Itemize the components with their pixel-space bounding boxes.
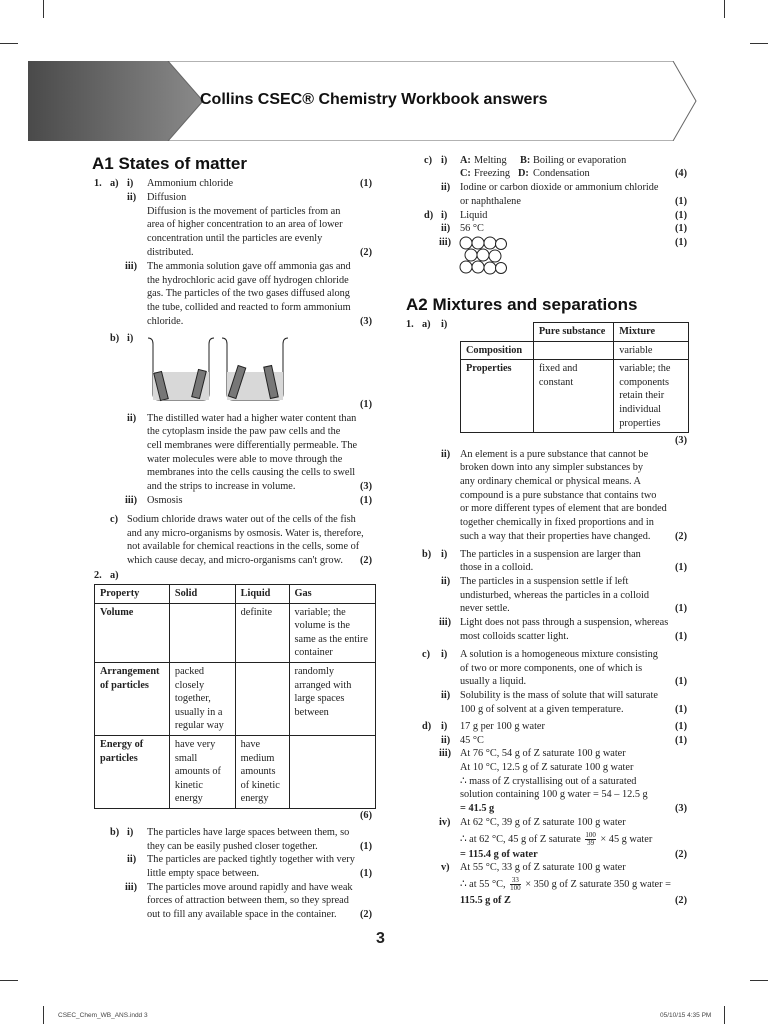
answer-text: = 115.4 g of water (460, 849, 538, 860)
answer-text: ∴ at 55 °C, (460, 879, 506, 890)
answer-text: The particles are packed tightly together with very (147, 854, 355, 865)
answer-text: the tube, collided and reacted to form ammonium (147, 302, 351, 313)
label: D: (518, 168, 529, 179)
footer-date: 05/10/15 4:35 PM (660, 1012, 712, 1019)
q-sub: v) (441, 862, 450, 873)
answer-text: the cytoplasm inside the paw paw cells and the (147, 426, 341, 437)
answer-text: which cause decay, and micro-organisms can't grow. (127, 555, 343, 566)
mark: (1) (675, 631, 688, 642)
mark: (1) (675, 196, 688, 207)
table-cell: Properties (461, 360, 534, 433)
fraction (585, 832, 596, 847)
table-cell: variable (614, 341, 689, 360)
mark: (3) (360, 481, 373, 492)
answer-text: not available for chemical reactions in the cells, some of (127, 541, 360, 552)
q-part: b) (110, 827, 120, 838)
q-num: 1. (406, 319, 414, 330)
q-sub: i) (441, 319, 448, 330)
q-sub: i) (441, 210, 448, 221)
mark: (1) (360, 178, 373, 189)
beakers-diagram (145, 336, 295, 402)
mark: (1) (675, 562, 688, 573)
table-header: Mixture (614, 323, 689, 342)
crop-mark (750, 43, 768, 44)
answer-text: 115.5 g of Z (460, 895, 511, 906)
table-header (461, 323, 534, 342)
q-sub: ii) (441, 735, 451, 746)
mark: (2) (675, 531, 688, 542)
liquid-particles-diagram (459, 236, 507, 280)
table-cell: variable; the volume is the same as the entire container (289, 603, 375, 662)
answer-text: forces of attraction between them, so they spread (147, 895, 349, 906)
q-sub: i) (127, 178, 134, 189)
answer-text: area of higher concentration to an area of lower (147, 219, 343, 230)
q-sub: ii) (127, 192, 137, 203)
answer-text: The ammonia solution gave off ammonia gas and (147, 261, 351, 272)
answer-text: Boiling or evaporation (533, 155, 627, 166)
answer-text: × 45 g water (600, 834, 653, 845)
table-cell (533, 341, 613, 360)
states-table (94, 584, 376, 809)
q-part: a) (422, 319, 431, 330)
answer-text: chloride. (147, 316, 184, 327)
q-sub: i) (441, 649, 448, 660)
table-header: Liquid (235, 585, 289, 604)
answer-text: Liquid (460, 210, 488, 221)
table-row (461, 341, 689, 360)
answer-text: compound is a pure substance that contains two (460, 490, 657, 501)
crop-mark (750, 980, 768, 981)
answer-text: or more different types of element that are bonded (460, 503, 667, 514)
fraction-denominator: 39 (587, 839, 595, 848)
mark: (1) (675, 721, 688, 732)
answer-text: distributed. (147, 247, 194, 258)
table-header-row (95, 585, 376, 604)
table-cell: Volume (95, 603, 170, 662)
q-part: d) (422, 721, 432, 732)
table-row (95, 735, 376, 808)
mark: (1) (675, 210, 688, 221)
answer-text: Diffusion (147, 192, 187, 203)
fraction-denominator: 100 (510, 884, 521, 893)
answer-text: broken down into any simpler substances by (460, 462, 644, 473)
answer-text: Iodine or carbon dioxide or ammonium chloride (460, 182, 659, 193)
mark: (4) (675, 168, 688, 179)
answer-text: gas. The particles of the two gases diffused along (147, 288, 350, 299)
table-cell: Composition (461, 341, 534, 360)
mark: (1) (675, 223, 688, 234)
answer-text: Freezing (474, 168, 511, 179)
answer-text: water molecules were able to move through the (147, 454, 343, 465)
table-header: Pure substance (533, 323, 613, 342)
answer-text: ∴ at 62 °C, 45 g of Z saturate (460, 834, 581, 845)
q-sub: iii) (439, 617, 452, 628)
mark: (2) (360, 555, 373, 566)
fraction-numerator: 100 (585, 831, 596, 840)
answer-text: the hydrochloric acid gave off hydrogen chloride (147, 275, 349, 286)
q-part: a) (110, 570, 119, 581)
table-header-row (461, 323, 689, 342)
answer-text: of two or more components, one of which is (460, 663, 643, 674)
mixtures-table (460, 322, 689, 433)
label: B: (520, 155, 531, 166)
crop-mark (43, 1006, 44, 1024)
mark: (1) (360, 399, 373, 410)
answer-text: The particles move around rapidly and have weak (147, 882, 353, 893)
answer-text: or naphthalene (460, 196, 521, 207)
q-part: c) (424, 155, 432, 166)
answer-text: they can be easily pushed closer together. (147, 841, 318, 852)
answer-text: any ordinary chemical or physical means. A (460, 476, 641, 487)
answer-text: concentration until the particles are evenly (147, 233, 323, 244)
answer-text: Condensation (533, 168, 590, 179)
q-sub: i) (441, 549, 448, 560)
table-cell: Energy of particles (95, 735, 170, 808)
mark: (1) (675, 676, 688, 687)
page-number: 3 (376, 930, 385, 947)
answer-text: The particles in a suspension are larger than (460, 549, 641, 560)
q-sub: i) (441, 155, 448, 166)
label: C: (460, 168, 471, 179)
q-sub: ii) (441, 690, 451, 701)
q-sub: ii) (441, 223, 451, 234)
mark: (3) (360, 316, 373, 327)
answer-text: together chemically in fixed proportions and in (460, 517, 654, 528)
crop-mark (724, 0, 725, 18)
table-header: Gas (289, 585, 375, 604)
table-cell: have medium amounts of kinetic energy (235, 735, 289, 808)
answer-text: usually a liquid. (460, 676, 527, 687)
answer-text (460, 875, 671, 895)
table-row (461, 360, 689, 433)
table-cell: packed closely together, usually in a regular way (169, 662, 235, 735)
mark: (2) (360, 247, 373, 258)
answer-text: 56 °C (460, 223, 484, 234)
table-cell: variable; the components retain their individual properties (614, 360, 689, 433)
q-sub: iv) (439, 817, 451, 828)
answer-text: cell membranes were differentially permeable. The (147, 440, 358, 451)
q-sub: iii) (439, 237, 452, 248)
mark: (2) (675, 895, 688, 906)
q-num: 1. (94, 178, 102, 189)
q-sub: iii) (125, 261, 138, 272)
table-header: Property (95, 585, 170, 604)
answer-text: Ammonium chloride (147, 178, 234, 189)
q-sub: ii) (127, 413, 137, 424)
q-sub: ii) (127, 854, 137, 865)
table-cell (289, 735, 375, 808)
answer-text: An element is a pure substance that cannot be (460, 449, 649, 460)
answer-text: never settle. (460, 603, 510, 614)
crop-mark (0, 980, 18, 981)
answer-text: × 350 g of Z saturate 350 g water = (525, 879, 671, 890)
mark: (3) (675, 435, 688, 446)
answer-text: 17 g per 100 g water (460, 721, 545, 732)
answer-text: solution containing 100 g water = 54 – 12.5 g (460, 789, 648, 800)
table-header: Solid (169, 585, 235, 604)
answer-text: little empty space between. (147, 868, 260, 879)
q-sub: iii) (439, 748, 452, 759)
answer-text: such a way that their properties have changed. (460, 531, 651, 542)
mark: (1) (675, 237, 688, 248)
mark: (1) (360, 841, 373, 852)
answer-text: Osmosis (147, 495, 183, 506)
label: A: (460, 155, 471, 166)
answer-text: = 41.5 g (460, 803, 495, 814)
mark: (6) (360, 810, 373, 821)
table-cell: definite (235, 603, 289, 662)
q-num: 2. (94, 570, 102, 581)
table-cell (169, 603, 235, 662)
q-part: c) (110, 514, 118, 525)
answer-text: The particles have large spaces between them, so (147, 827, 350, 838)
crop-mark (724, 1006, 725, 1024)
q-sub: ii) (441, 576, 451, 587)
mark: (1) (360, 495, 373, 506)
answer-text: 45 °C (460, 735, 484, 746)
answer-text: At 76 °C, 54 g of Z saturate 100 g water (460, 748, 626, 759)
section-title-a2: A2 Mixtures and separations (406, 295, 638, 314)
table-cell (235, 662, 289, 735)
answer-text: out to fill any available space in the container. (147, 909, 337, 920)
q-sub: i) (127, 827, 134, 838)
q-part: b) (110, 333, 120, 344)
table-row (95, 603, 376, 662)
answer-text: Sodium chloride draws water out of the cells of the fish (127, 514, 356, 525)
table-row (95, 662, 376, 735)
answer-text: At 62 °C, 39 g of Z saturate 100 g water (460, 817, 626, 828)
answer-text: Solubility is the mass of solute that will saturate (460, 690, 658, 701)
answer-text: Light does not pass through a suspension, whereas (460, 617, 669, 628)
table-cell: have very small amounts of kinetic energy (169, 735, 235, 808)
mark: (2) (675, 849, 688, 860)
answer-text: At 10 °C, 12.5 g of Z saturate 100 g water (460, 762, 634, 773)
section-title-a1: A1 States of matter (92, 154, 247, 173)
mark: (2) (360, 909, 373, 920)
answer-text: A solution is a homogeneous mixture consisting (460, 649, 658, 660)
mark: (1) (360, 868, 373, 879)
answer-text: those in a colloid. (460, 562, 534, 573)
q-sub: i) (127, 333, 134, 344)
answer-text: undisturbed, whereas the particles in a colloid (460, 590, 650, 601)
q-sub: ii) (441, 182, 451, 193)
mark: (3) (675, 803, 688, 814)
answer-text: The distilled water had a higher water content than (147, 413, 357, 424)
table-cell: Arrangement of particles (95, 662, 170, 735)
crop-mark (0, 43, 18, 44)
answer-text: Diffusion is the movement of particles from an (147, 206, 341, 217)
table-cell: randomly arranged with large spaces between (289, 662, 375, 735)
q-part: a) (110, 178, 119, 189)
footer-file: CSEC_Chem_WB_ANS.indd 3 (58, 1012, 148, 1019)
answer-text: At 55 °C, 33 g of Z saturate 100 g water (460, 862, 626, 873)
answer-text: Melting (474, 155, 507, 166)
answer-text: membranes into the cells causing the cells to swell (147, 467, 356, 478)
q-sub: iii) (125, 882, 138, 893)
answer-text: 100 g of solvent at a given temperature. (460, 704, 624, 715)
crop-mark (43, 0, 44, 18)
fraction-numerator: 33 (511, 876, 519, 885)
q-part: c) (422, 649, 430, 660)
answer-text: ∴ mass of Z crystallising out of a saturated (460, 776, 637, 787)
q-part: b) (422, 549, 432, 560)
answer-text (460, 830, 652, 850)
answer-text: and the strips to increase in volume. (147, 481, 296, 492)
answer-text: and any micro-organisms by osmosis. Water is, therefore, (127, 528, 364, 539)
q-sub: i) (441, 721, 448, 732)
q-sub: iii) (125, 495, 138, 506)
table-cell: fixed and constant (533, 360, 613, 433)
page-title: Collins CSEC® Chemistry Workbook answers (200, 91, 548, 108)
mark: (1) (675, 735, 688, 746)
answer-text: most colloids scatter light. (460, 631, 569, 642)
q-part: d) (424, 210, 434, 221)
mark: (1) (675, 603, 688, 614)
q-sub: ii) (441, 449, 451, 460)
fraction (510, 877, 521, 892)
mark: (1) (675, 704, 688, 715)
answer-text: The particles in a suspension settle if left (460, 576, 629, 587)
